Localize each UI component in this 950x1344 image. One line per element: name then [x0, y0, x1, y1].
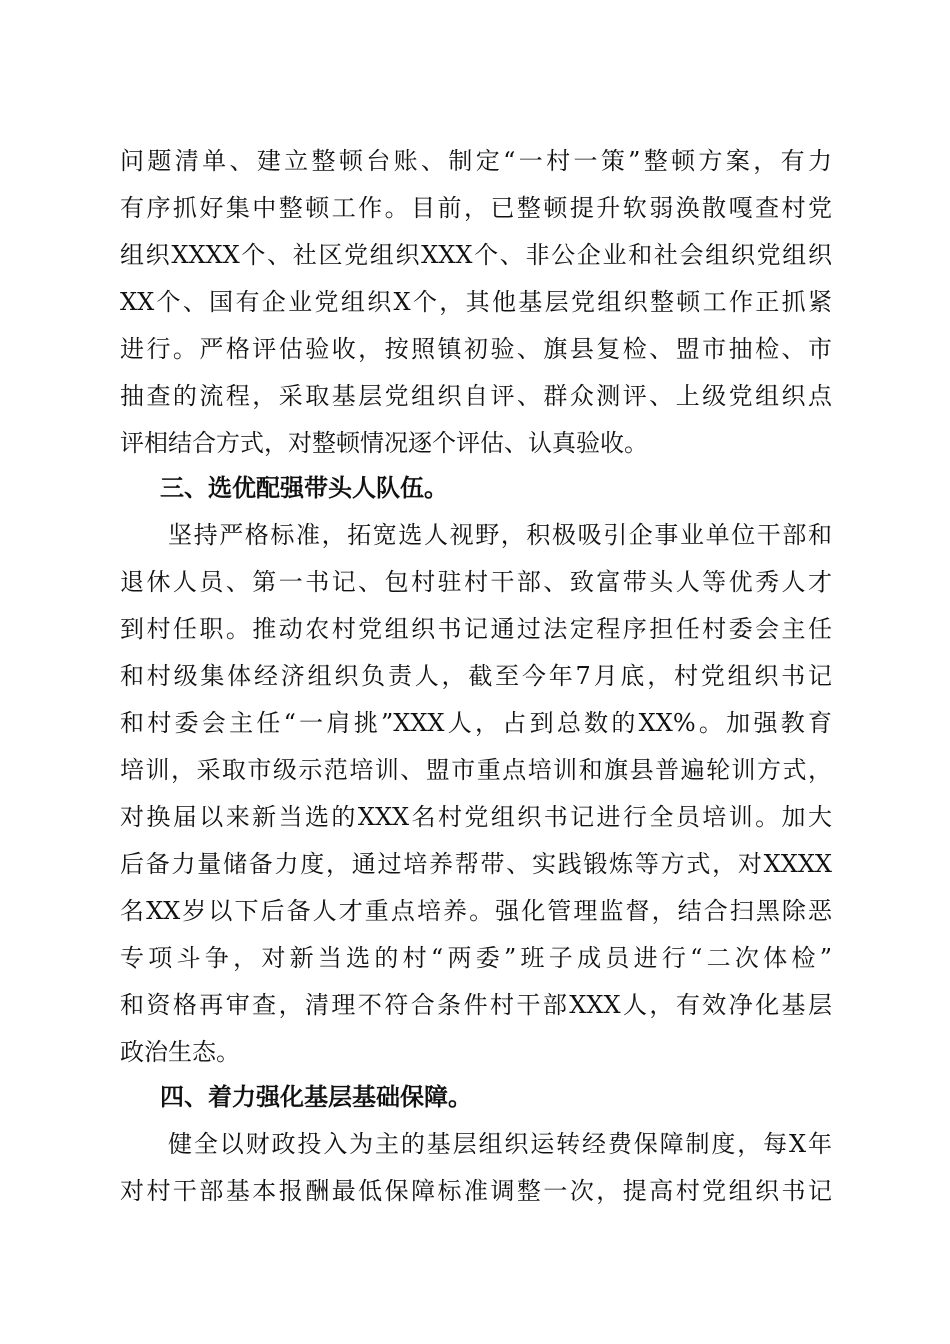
- paragraph-line: 政治生态。: [120, 1038, 240, 1066]
- paragraph-line: XX个、国有企业党组织X个，其他基层党组织整顿工作正抓紧: [120, 288, 832, 316]
- paragraph-line: 有序抓好集中整顿工作。目前，已整顿提升软弱涣散嘎查村党: [120, 194, 832, 222]
- paragraph-line: 问题清单、建立整顿台账、制定“一村一策”整顿方案，有力: [120, 147, 832, 175]
- paragraph-line: 后备力量储备力度，通过培养帮带、实践锻炼等方式，对XXXX: [120, 850, 832, 878]
- paragraph-line: 对村干部基本报酬最低保障标准调整一次，提高村党组织书记: [120, 1177, 832, 1205]
- paragraph-line: 评相结合方式，对整顿情况逐个评估、认真验收。: [120, 429, 648, 457]
- paragraph-line: 和村级集体经济组织负责人，截至今年7月底，村党组织书记: [120, 662, 832, 690]
- paragraph-line: 专项斗争，对新当选的村“两委”班子成员进行“二次体检”: [120, 944, 832, 972]
- paragraph-line: 和村委会主任“一肩挑”XXX人，占到总数的XX%。加强教育: [120, 709, 832, 737]
- paragraph-line: 退休人员、第一书记、包村驻村干部、致富带头人等优秀人才: [120, 568, 832, 596]
- paragraph-line: 到村任职。推动农村党组织书记通过法定程序担任村委会主任: [120, 615, 832, 643]
- paragraph-line: 名XX岁以下后备人才重点培养。强化管理监督，结合扫黑除恶: [120, 897, 832, 925]
- paragraph-line: 健全以财政投入为主的基层组织运转经费保障制度，每X年: [168, 1130, 832, 1158]
- section-heading-4: 四、着力强化基层基础保障。: [160, 1083, 472, 1111]
- paragraph-line: 培训，采取市级示范培训、盟市重点培训和旗县普遍轮训方式，: [120, 756, 832, 784]
- paragraph-line: 进行。严格评估验收，按照镇初验、旗县复检、盟市抽检、市: [120, 335, 832, 363]
- paragraph-line: 坚持严格标准，拓宽选人视野，积极吸引企事业单位干部和: [168, 521, 832, 549]
- paragraph-line: 抽查的流程，采取基层党组织自评、群众测评、上级党组织点: [120, 382, 832, 410]
- paragraph-line: 和资格再审查，清理不符合条件村干部XXX人，有效净化基层: [120, 991, 832, 1019]
- paragraph-line: 组织XXXX个、社区党组织XXX个、非公企业和社会组织党组织: [120, 241, 832, 269]
- paragraph-line: 对换届以来新当选的XXX名村党组织书记进行全员培训。加大: [120, 803, 832, 831]
- section-heading-3: 三、选优配强带头人队伍。: [160, 474, 448, 502]
